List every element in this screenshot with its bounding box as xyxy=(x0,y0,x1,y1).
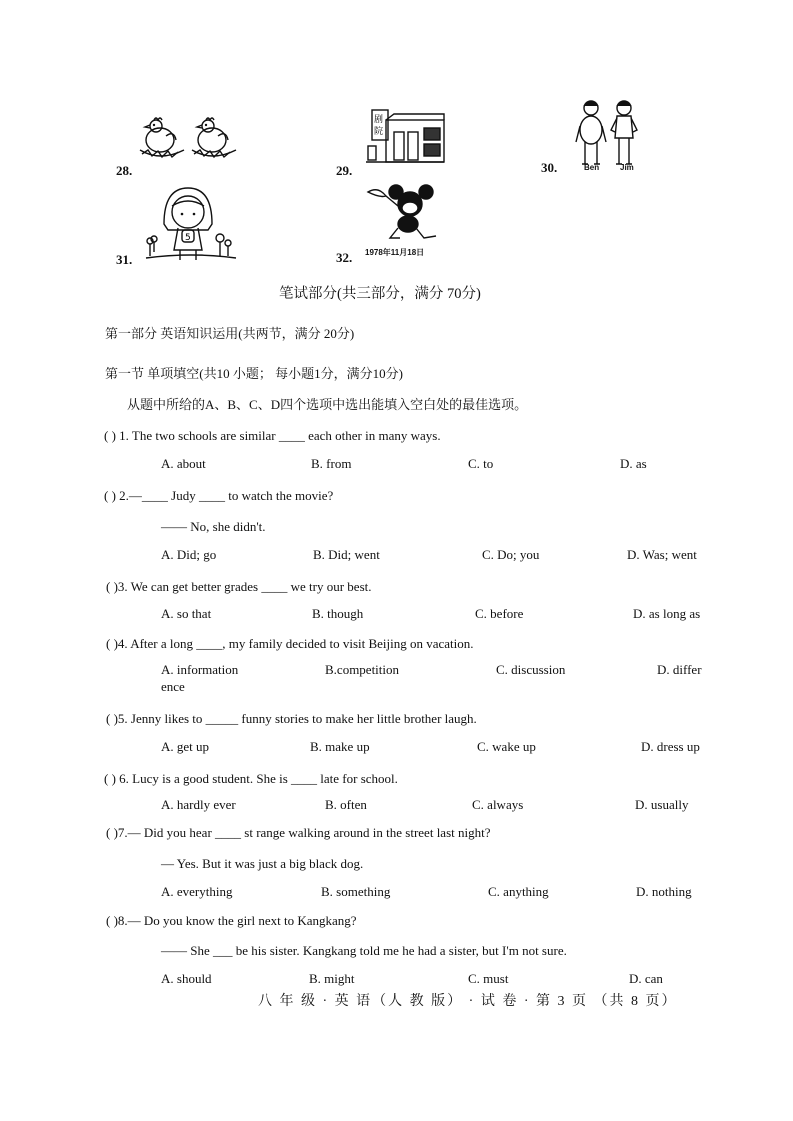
option[interactable]: B. often xyxy=(325,797,367,812)
option[interactable]: A. hardly ever xyxy=(161,797,236,812)
boy-label: Jim xyxy=(620,163,634,172)
question-stem: ( ) 2.—____ Judy ____ to watch the movie? xyxy=(104,488,334,503)
question-reply: —— She ___ be his sister. Kangkang told me he had a sister, but I'm not sure. xyxy=(161,943,567,958)
mickey-mouse-picture xyxy=(362,184,442,248)
cinema-sign-char: 院 xyxy=(374,127,384,137)
option[interactable]: A. information xyxy=(161,662,239,677)
question-stem: ( )3. We can get better grades ____ we try our best. xyxy=(106,579,372,594)
option[interactable]: D. as xyxy=(620,456,647,471)
option[interactable]: B. something xyxy=(321,884,391,899)
option[interactable]: B. though xyxy=(312,606,364,621)
cinema-sign-char: 剧 xyxy=(374,115,384,125)
option[interactable]: D. nothing xyxy=(636,884,692,899)
option[interactable]: D. differ xyxy=(657,662,702,677)
option[interactable]: B.competition xyxy=(325,662,400,677)
option[interactable]: B. from xyxy=(311,456,352,471)
mickey-date-caption: 1978年11月18日 xyxy=(365,248,425,257)
picture-number: 30. xyxy=(541,160,558,175)
option[interactable]: A. get up xyxy=(161,739,210,754)
option[interactable]: C. before xyxy=(475,606,524,621)
option[interactable]: A. everything xyxy=(161,884,233,899)
question-stem: ( )4. After a long ____, my family decided to visit Beijing on vacation. xyxy=(106,636,474,651)
written-part-title: 笔试部分(共三部分，满分 70分) xyxy=(279,286,481,302)
section1-title: 第一节 单项填空(共10 小题； 每小题1分，满分10分) xyxy=(105,366,403,381)
question-reply: —— No, she didn't. xyxy=(161,519,266,534)
option[interactable]: B. make up xyxy=(310,739,370,754)
option[interactable]: A. Did; go xyxy=(161,547,217,562)
cinema-building-picture xyxy=(364,106,448,166)
option[interactable]: C. to xyxy=(468,456,494,471)
option[interactable]: D. as long as xyxy=(633,606,701,621)
option[interactable]: A. should xyxy=(161,971,212,986)
option[interactable]: B. Did; went xyxy=(313,547,380,562)
option[interactable]: C. Do; you xyxy=(482,547,540,562)
option-wrap: ence xyxy=(161,679,185,694)
option[interactable]: D. dress up xyxy=(641,739,700,754)
picture-number: 31. xyxy=(116,252,133,267)
option[interactable]: A. about xyxy=(161,456,206,471)
boy-label: Ben xyxy=(584,163,600,172)
option[interactable]: C. discussion xyxy=(496,662,566,677)
option[interactable]: C. must xyxy=(468,971,509,986)
option[interactable]: B. might xyxy=(309,971,355,986)
picture-number: 32. xyxy=(336,250,353,265)
shirt-number: 5 xyxy=(185,233,191,243)
option[interactable]: C. always xyxy=(472,797,524,812)
part1-title: 第一部分 英语知识运用(共两节，满分 20分) xyxy=(105,326,355,341)
question-stem: ( )7.— Did you hear ____ st range walking around in the street last night? xyxy=(106,825,491,840)
girl-in-garden-picture xyxy=(140,186,240,264)
option[interactable]: C. wake up xyxy=(477,739,536,754)
question-reply: — Yes. But it was just a big black dog. xyxy=(161,856,364,871)
option[interactable]: D. can xyxy=(629,971,663,986)
option[interactable]: D. Was; went xyxy=(627,547,697,562)
question-stem: ( )5. Jenny likes to _____ funny stories to make her little brother laugh. xyxy=(106,711,477,726)
option[interactable]: A. so that xyxy=(161,606,212,621)
question-stem: ( ) 6. Lucy is a good student. She is ____ late for school. xyxy=(104,771,398,786)
instruction-text: 从题中所给的A、B、C、D四个选项中选出能填入空白处的最佳选项。 xyxy=(127,397,528,412)
question-stem: ( ) 1. The two schools are similar ____ each other in many ways. xyxy=(104,428,441,443)
page-footer: 八 年 级 · 英 语（人 教 版） · 试 卷 · 第 3 页 （共 8 页） xyxy=(258,994,678,1009)
question-stem: ( )8.— Do you know the girl next to Kangkang? xyxy=(106,913,357,928)
hens-on-nests-picture xyxy=(136,116,240,162)
picture-number: 28. xyxy=(116,163,133,178)
option[interactable]: C. anything xyxy=(488,884,549,899)
picture-number: 29. xyxy=(336,163,353,178)
option[interactable]: D. usually xyxy=(635,797,689,812)
